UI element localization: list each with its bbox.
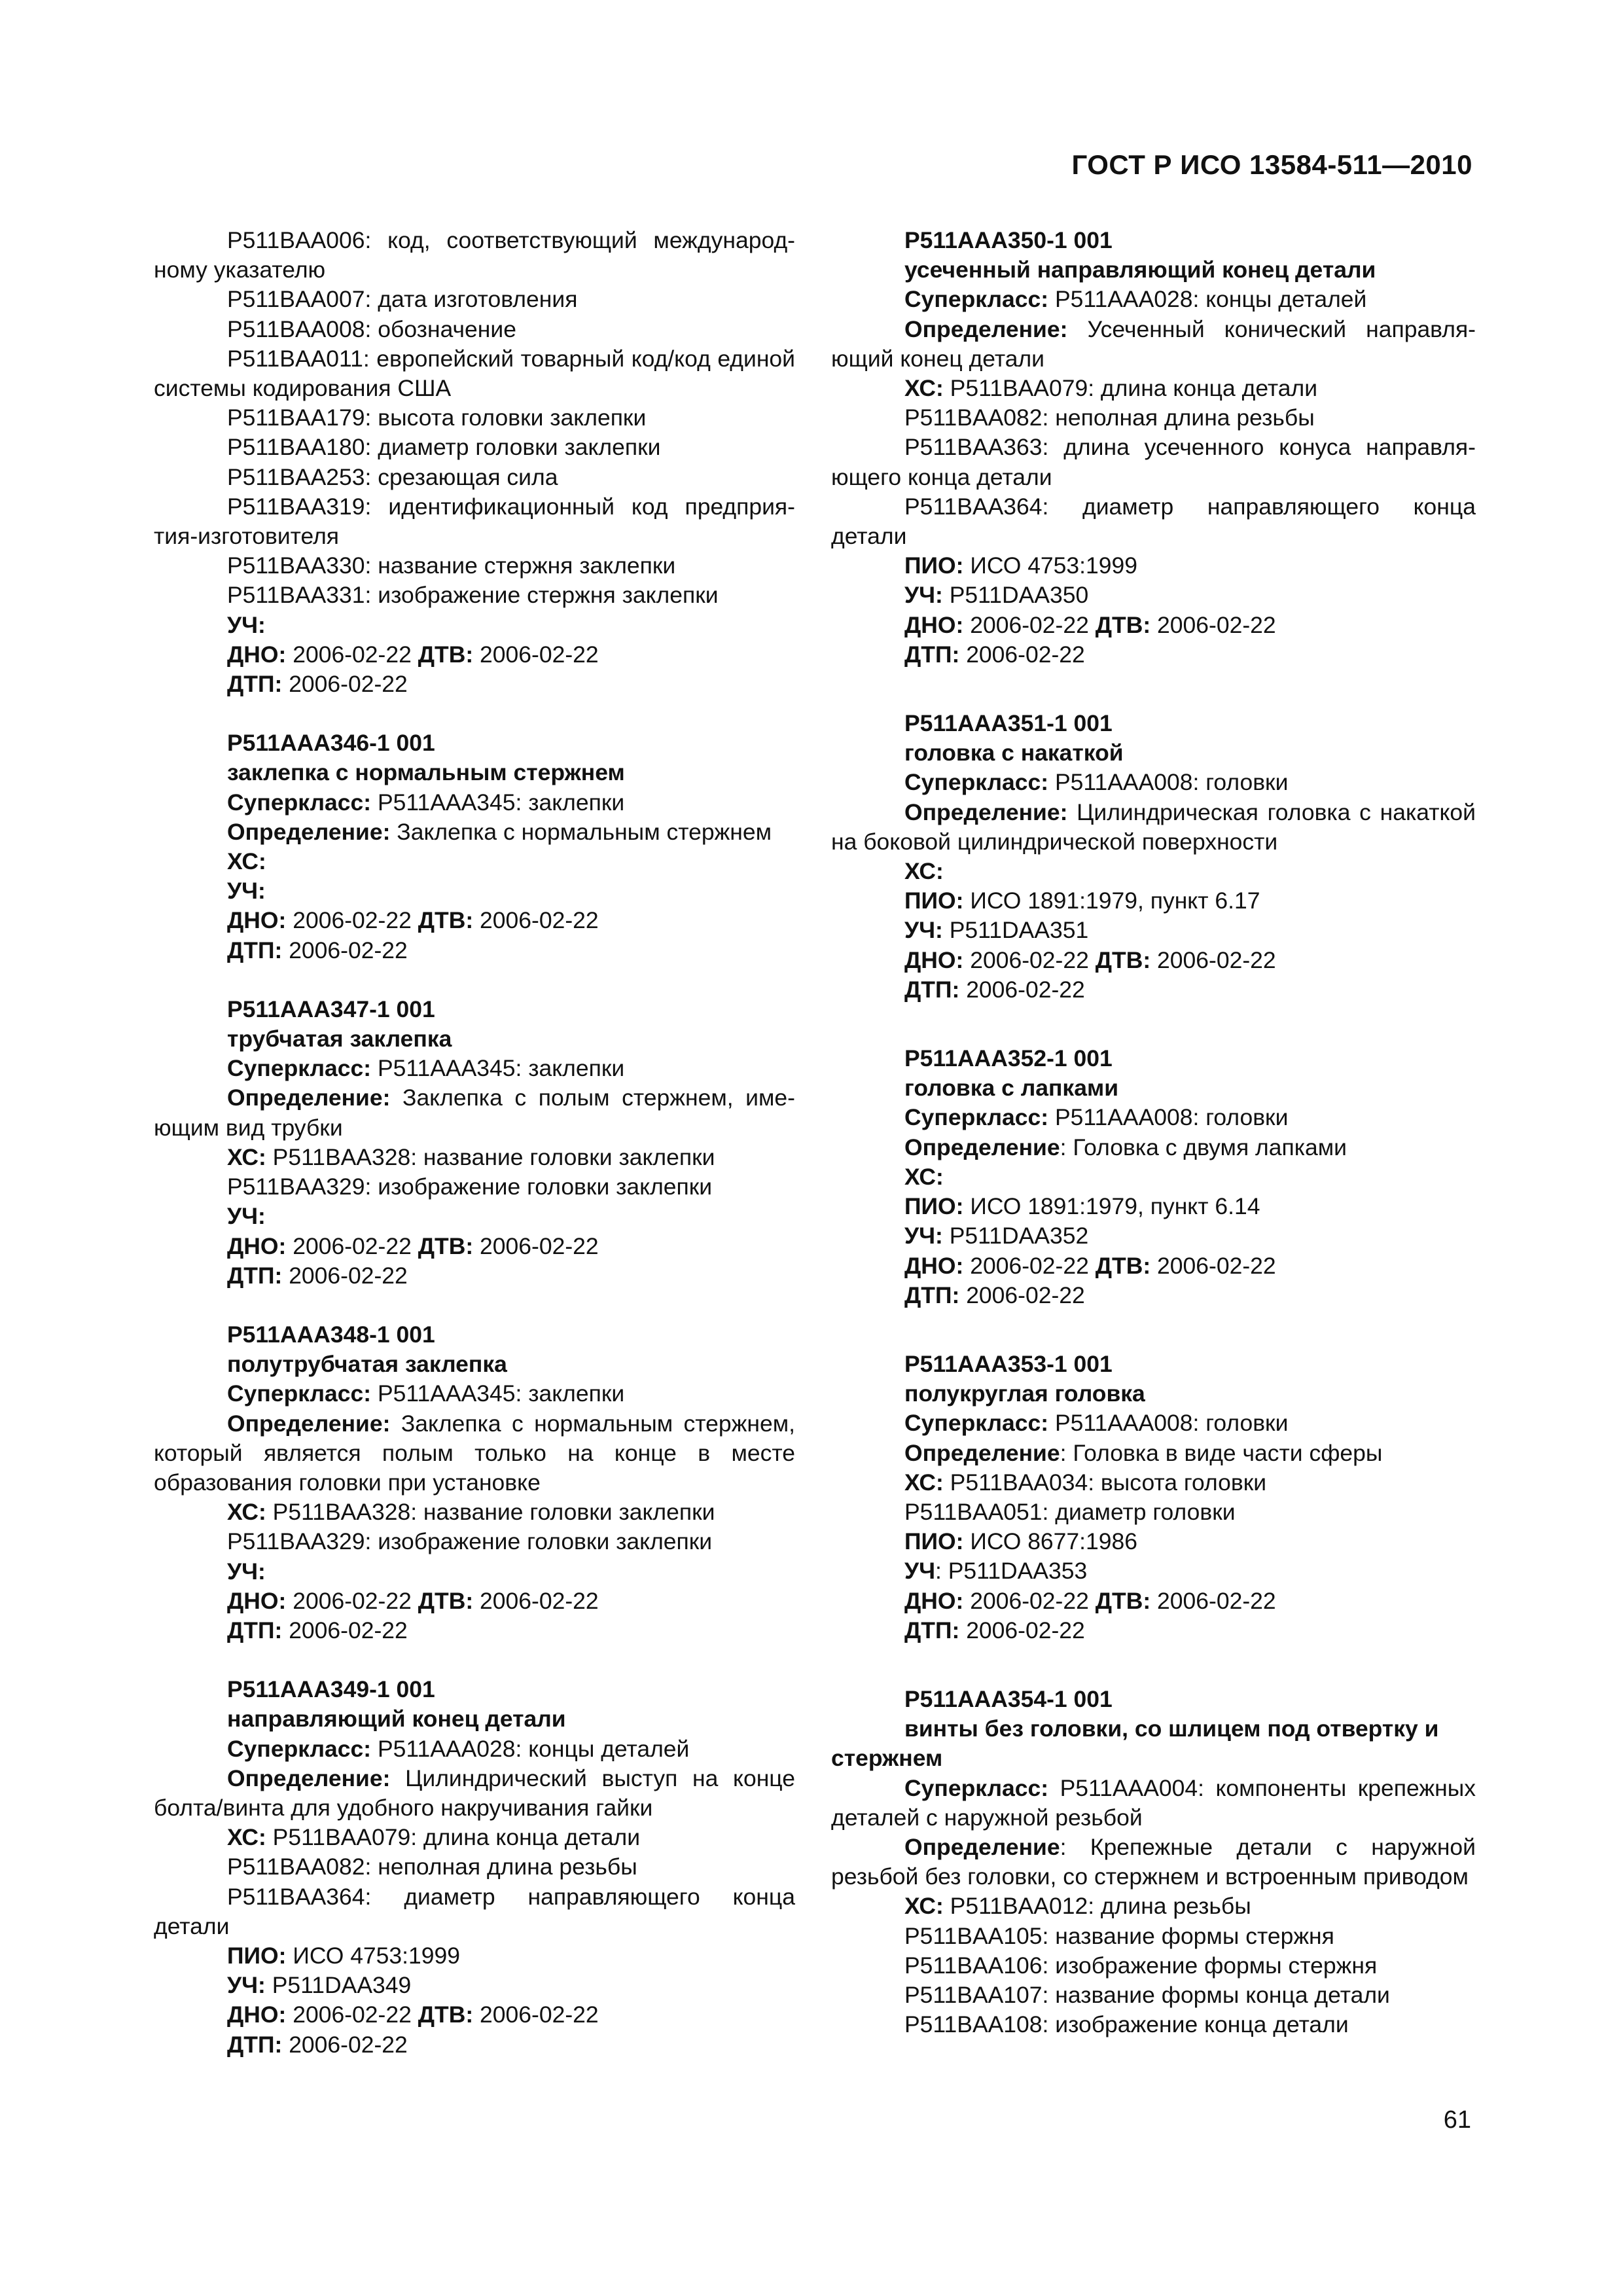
pio-line: ПИО: ИСО 1891:1979, пункт 6.14 [904,1193,1260,1220]
list-item: P511BAA007: дата изготовления [227,286,578,313]
entry-code: P511AAA347-1 001 [227,996,435,1022]
entry-p511aaa352 [831,1044,1476,1310]
pio-line: ПИО: ИСО 4753:1999 [904,552,1138,579]
superclass-line: Суперкласс: P511AAA008: головки [904,769,1289,796]
definition-line: Определение: Заклепка с нормальным стержнем [227,818,772,845]
uch-line: УЧ: P511DAA351 [904,917,1089,944]
entry-title: направляющий конец детали [227,1706,566,1732]
list-item: P511BAA179: высота головки заклепки [227,404,647,431]
entry-p511aaa347 [154,995,795,1291]
entry-title: трубчатая заклепка [227,1026,452,1052]
pio-line: ПИО: ИСО 4753:1999 [227,1942,461,1969]
xc-line: P511BAA082: неполная длина резьбы [904,404,1315,431]
dates-line: ДНО: 2006-02-22 ДТВ: 2006-02-22 [227,1587,599,1614]
entry-p511aaa348 [154,1320,795,1645]
definition-line: Определение: Цилиндрический выступ на конце болта/винта для удобного накручивания гайки [154,1765,795,1821]
xc-line: ХС: P511BAA328: название головки заклепки [227,1499,715,1526]
xc-line: P511BAA364: диаметр направляющего конца детали [831,493,1476,550]
dtp-line: ДТП: 2006-02-22 [904,1282,1085,1308]
entry-title: заклепка с нормальным стержнем [227,759,625,786]
entry-title: полутрубчатая заклепка [227,1351,507,1378]
entry-code: P511AAA346-1 001 [227,730,435,757]
xc-line: P511BAA364: диаметр направляющего конца детали [154,1883,795,1939]
entry-title: головка с лапками [904,1075,1119,1102]
definition-line: Определение: Усеченный конический направляющий конец детали [831,315,1476,372]
entry-code: P511AAA349-1 001 [227,1676,435,1703]
entry-code: P511AAA354-1 001 [904,1685,1113,1712]
uch-line: УЧ: [227,611,266,638]
uch-line: УЧ: [227,1203,266,1230]
xc-line: P511BAA108: изображение конца детали [904,2011,1349,2038]
list-item: P511BAA319: идентификационный код предприятия-изготовителя [154,493,795,550]
dtp-line: ДТП: 2006-02-22 [904,976,1085,1003]
superclass-line: Суперкласс: P511AAA028: концы деталей [227,1735,690,1762]
xc-line: P511BAA363: длина усеченного конуса направляющего конца детали [831,434,1476,490]
entry-p511aaa351 [831,709,1476,1005]
definition-line: Определение: Крепежные детали с наружной резьбой без головки, со стержнем и встроенным приводом [831,1833,1476,1890]
dtp-line: ДТП: 2006-02-22 [227,937,408,963]
xc-line: P511BAA082: неполная длина резьбы [227,1854,637,1880]
list-item: P511BAA180: диаметр головки заклепки [227,434,661,461]
dtp-line: ДТП: 2006-02-22 [227,1617,408,1643]
entry-code: P511AAA353-1 001 [904,1350,1113,1377]
pio-line: ПИО: ИСО 1891:1979, пункт 6.17 [904,888,1260,914]
uch-line: УЧ: P511DAA352 [904,1223,1089,1249]
entry-title: полукруглая головка [904,1380,1145,1407]
list-item: P511BAA331: изображение стержня заклепки [227,582,719,609]
xc-line: P511BAA051: диаметр головки [904,1498,1236,1525]
dtp-line: ДТП: 2006-02-22 [904,641,1085,668]
xc-line: ХС: [904,858,944,885]
xc-line: P511BAA105: название формы стержня [904,1922,1334,1949]
dtp-line: ДТП: 2006-02-22 [227,1262,408,1289]
xc-line: ХС: P511BAA079: длина конца детали [227,1824,641,1851]
definition-line: Определение: Головка с двумя лапками [904,1134,1347,1160]
xc-line: ХС: P511BAA079: длина конца детали [904,375,1318,402]
superclass-line: Суперкласс: P511AAA345: заклепки [227,789,625,816]
xc-line: P511BAA329: изображение головки заклепки [227,1528,713,1555]
superclass-line: Суперкласс: P511AAA028: концы деталей [904,286,1367,313]
definition-line: Определение: Заклепка с полым стержнем, имеющим вид трубки [154,1085,795,1141]
uch-line: УЧ: P511DAA353 [904,1558,1088,1585]
dates-line: ДНО: 2006-02-22 ДТВ: 2006-02-22 [904,1252,1276,1279]
dates-line: ДНО: 2006-02-22 ДТВ: 2006-02-22 [227,641,599,668]
entry-p511aaa349 [154,1675,795,2060]
xc-line: ХС: P511BAA012: длина резьбы [904,1893,1251,1920]
entry-p511aaa346 [154,728,795,965]
left-column [154,226,795,2060]
superclass-line: Суперкласс: P511AAA345: заклепки [227,1055,625,1082]
definition-line: Определение: Цилиндрическая головка с накаткой на боковой цилиндрической поверхности [831,798,1476,855]
uch-line: УЧ: [227,878,266,905]
entry-p511aaa353 [831,1350,1476,1645]
entry-p511aaa350 [831,226,1476,670]
list-item: P511BAA006: код, соответствующий международному указателю [154,227,795,283]
list-item: P511BAA253: срезающая сила [227,463,558,490]
dates-line: ДНО: 2006-02-22 ДТВ: 2006-02-22 [904,611,1276,638]
dates-line: ДНО: 2006-02-22 ДТВ: 2006-02-22 [227,1232,599,1259]
entry-p511aaa354 [831,1685,1476,2039]
uch-line: УЧ: P511DAA349 [227,1972,412,1999]
dtp-line: ДТП: 2006-02-22 [227,671,408,698]
xc-line: P511BAA329: изображение головки заклепки [227,1174,713,1200]
definition-line: Определение: Головка в виде части сферы [904,1439,1383,1466]
dtp-line: ДТП: 2006-02-22 [904,1617,1085,1643]
page-number: 61 [1443,2106,1471,2134]
entry-title: винты без головки, со шлицем под отвертку и стержнем [831,1715,1439,1772]
entry-code: P511AAA350-1 001 [904,227,1113,253]
dtp-line: ДТП: 2006-02-22 [227,2031,408,2058]
uch-line: УЧ: [227,1558,266,1585]
dates-line: ДНО: 2006-02-22 ДТВ: 2006-02-22 [904,946,1276,973]
entry-title: головка с накаткой [904,740,1124,766]
xc-line: ХС: [904,1163,944,1190]
xc-line: ХС: [227,848,266,875]
dates-line: ДНО: 2006-02-22 ДТВ: 2006-02-22 [904,1587,1276,1614]
definition-line: Определение: Заклепка с нормальным стержнем, который является полым только на конце в месте образования головки при установке [154,1410,795,1496]
list-item: P511BAA008: обозначение [227,315,516,342]
list-item: P511BAA330: название стержня заклепки [227,552,676,579]
page-header: ГОСТ Р ИСО 13584-511—2010 [1071,149,1472,180]
pio-line: ПИО: ИСО 8677:1986 [904,1528,1138,1555]
superclass-line: Суперкласс: P511AAA008: головки [904,1104,1289,1131]
xc-line: P511BAA106: изображение формы стержня [904,1952,1378,1979]
entry-title: усеченный направляющий конец детали [904,257,1376,283]
list-item: P511BAA011: европейский товарный код/код единой системы кодирования США [154,345,795,402]
right-column [831,226,1476,2039]
uch-line: УЧ: P511DAA350 [904,582,1089,609]
superclass-line: Суперкласс: P511AAA345: заклепки [227,1380,625,1407]
dates-line: ДНО: 2006-02-22 ДТВ: 2006-02-22 [227,2001,599,2028]
superclass-line: Суперкласс: P511AAA004: компоненты крепежных деталей с наружной резьбой [831,1774,1476,1831]
entry-code: P511AAA352-1 001 [904,1045,1113,1072]
xc-line: P511BAA107: название формы конца детали [904,1981,1390,2008]
entry-code: P511AAA351-1 001 [904,710,1113,737]
entry-code: P511AAA348-1 001 [227,1321,435,1348]
superclass-line: Суперкласс: P511AAA008: головки [904,1410,1289,1437]
xc-line: ХС: P511BAA328: название головки заклепки [227,1143,715,1170]
dates-line: ДНО: 2006-02-22 ДТВ: 2006-02-22 [227,907,599,934]
xc-line: ХС: P511BAA034: высота головки [904,1469,1267,1496]
